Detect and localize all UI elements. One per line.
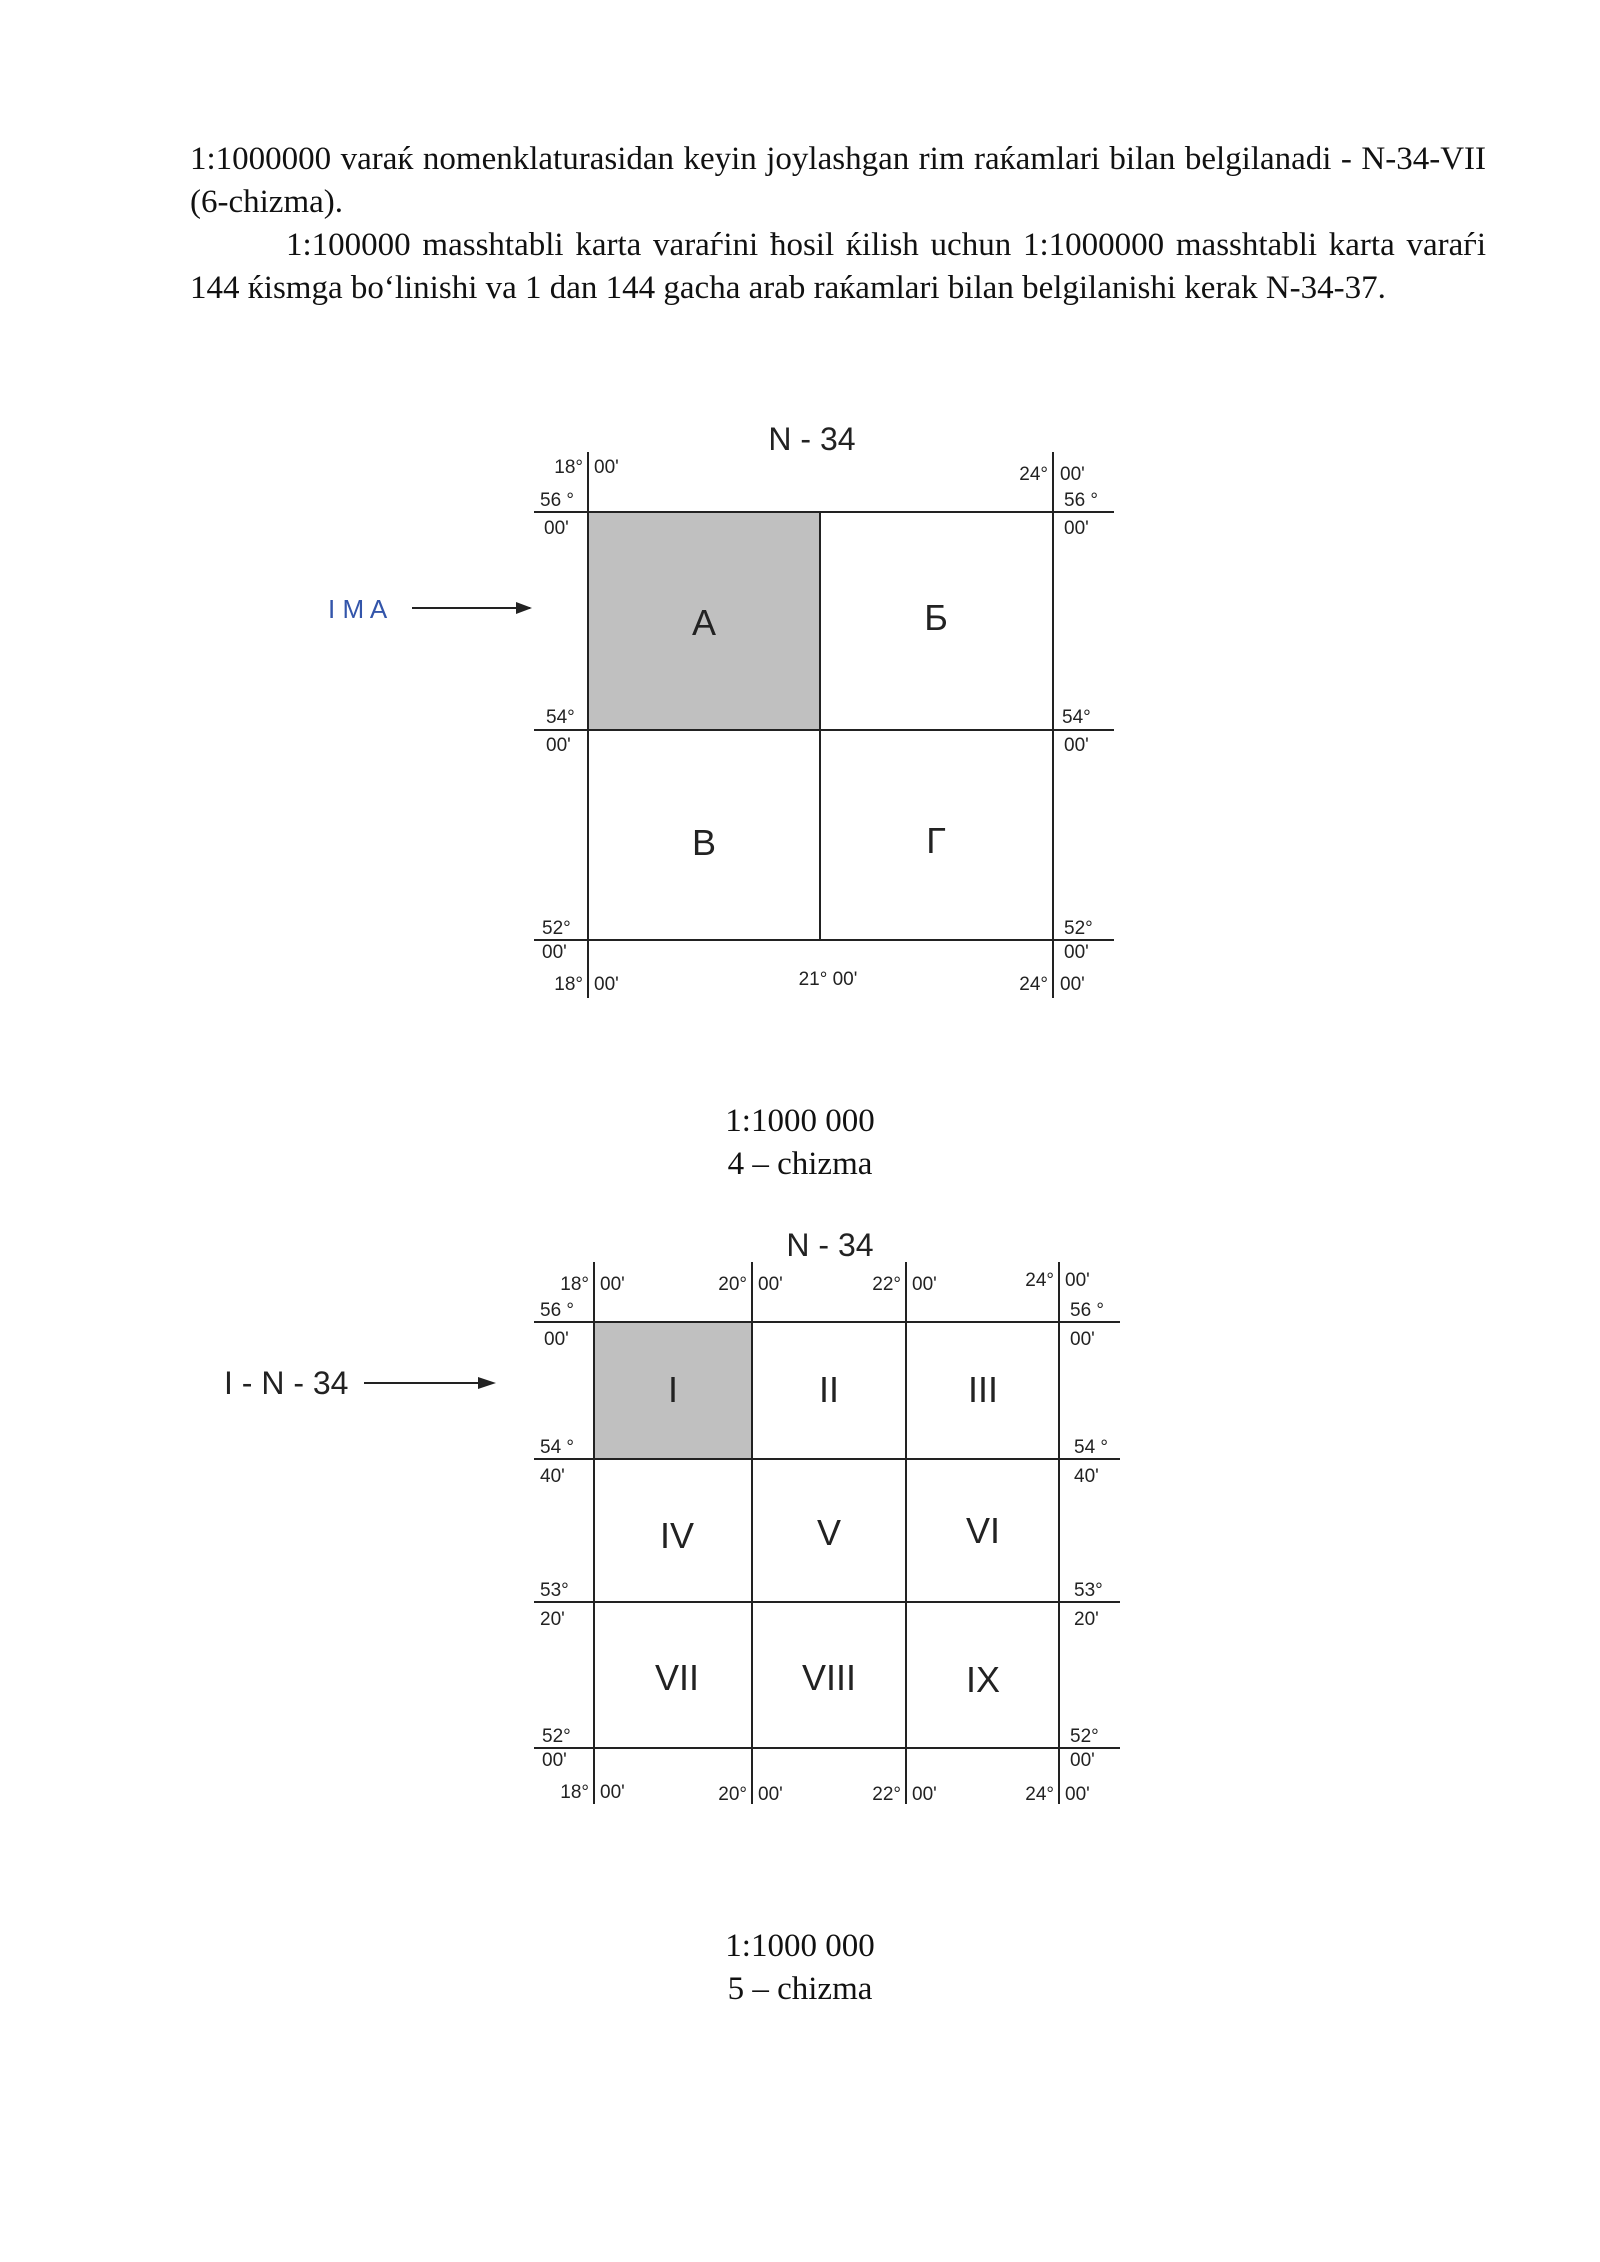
figure-4-arrowhead-icon <box>516 602 532 614</box>
figure-5-lat56-min-left: 00' <box>544 1329 569 1350</box>
figure-5-top-lon-22-deg: 22° <box>872 1274 901 1295</box>
figure-5-bottom-lon-18-min: 00' <box>600 1782 625 1803</box>
figure-5-cell-6: VI <box>965 1510 1001 1551</box>
figure-4-lat54-deg-left: 54° <box>546 707 575 728</box>
figure-5-lat52-deg-right: 52° <box>1070 1726 1099 1747</box>
figure-5-lat54-deg-right: 54 ° <box>1074 1437 1109 1458</box>
figure-4-caption: 4 – chizma <box>727 1146 873 1182</box>
figure-4-pointer-label: I M A <box>328 594 388 624</box>
figure-4-lat54-min-right: 00' <box>1064 735 1089 756</box>
figure-4-bottom-right-lon-deg: 24° <box>1019 974 1048 995</box>
figure-5-cell-3: III <box>967 1369 999 1410</box>
figure-5-lat53-deg-right: 53° <box>1074 1580 1103 1601</box>
figure-5-bottom-lon-24-deg: 24° <box>1025 1784 1054 1805</box>
figure-5-bottom-lon-22-min: 00' <box>912 1784 937 1805</box>
figure-4-lat52-deg-left: 52° <box>542 918 571 939</box>
figure-5-cell-8: VIII <box>801 1657 857 1698</box>
figure-4-lat54-min-left: 00' <box>546 735 571 756</box>
figure-5-lat53-min-right: 20' <box>1074 1609 1099 1630</box>
figure-5-scale: 1:1000 000 <box>725 1928 875 1964</box>
figure-4-lat54-deg-right: 54° <box>1062 707 1091 728</box>
figure-5-title: N - 34 <box>786 1227 874 1263</box>
figure-5-top-lon-18-min: 00' <box>600 1274 625 1295</box>
figure-4-lat52-deg-right: 52° <box>1064 918 1093 939</box>
paragraph-nomenclature: 1:1000000 varaќ nomenklaturasidan keyin joylashgan rim raќamlari bilan belgilanadi - N-34-VII (6-chizma). <box>190 141 1486 220</box>
figure-5-bottom-lon-20-min: 00' <box>758 1784 783 1805</box>
figure-5-bottom-lon-20-deg: 20° <box>718 1784 747 1805</box>
figure-4-top-right-lon-deg: 24° <box>1019 464 1048 485</box>
figure-4-scale: 1:1000 000 <box>725 1103 875 1139</box>
figure-5-top-lon-22-min: 00' <box>912 1274 937 1295</box>
figure-5-cell-7: VII <box>654 1657 700 1698</box>
figure-4-bottom-right-lon-min: 00' <box>1060 974 1085 995</box>
figure-5-bottom-lon-18-deg: 18° <box>560 1782 589 1803</box>
figure-5-lat52-min-left: 00' <box>542 1750 567 1771</box>
figure-5-top-lon-20-deg: 20° <box>718 1274 747 1295</box>
figure-5-lat52-deg-left: 52° <box>542 1726 571 1747</box>
figure-4-cell-v: В <box>691 822 717 863</box>
figure-4-title: N - 34 <box>768 421 856 457</box>
figure-5-top-lon-20-min: 00' <box>758 1274 783 1295</box>
figure-5-lat54-min-left: 40' <box>540 1466 565 1487</box>
figure-5-lat52-min-right: 00' <box>1070 1750 1095 1771</box>
figure-5-cell-9: IX <box>965 1659 1001 1700</box>
figure-4-bottom-left-lon-min: 00' <box>594 974 619 995</box>
figure-4-cell-a: А <box>691 602 717 643</box>
figure-4-lat56-min-right: 00' <box>1064 518 1089 539</box>
figure-5-lat53-deg-left: 53° <box>540 1580 569 1601</box>
figure-4-lat52-min-right: 00' <box>1064 942 1089 963</box>
figure-5-cell-2: II <box>818 1369 840 1410</box>
figure-5-arrowhead-icon <box>478 1377 496 1389</box>
figure-4-bottom-mid-lon: 21° 00' <box>798 969 858 990</box>
paragraph-scale-100000: 1:100000 masshtabli karta varaѓini ћosil ќilish uchun 1:1000000 masshtabli karta varaѓi 144 ќismga bo‘linishi va 1 dan 144 gacha arab raќamlari bilan belgilanishi kerak N-34-37. <box>190 227 1486 306</box>
figure-5-bottom-lon-24-min: 00' <box>1065 1784 1090 1805</box>
figure-5-lat54-min-right: 40' <box>1074 1466 1099 1487</box>
figure-4-top-left-lon-deg: 18° <box>554 457 583 478</box>
figure-5-lat54-deg-left: 54 ° <box>540 1437 575 1458</box>
figure-4-cell-b: Б <box>924 597 948 638</box>
figure-5-cell-4: IV <box>659 1515 695 1556</box>
figure-5-top-lon-24-min: 00' <box>1065 1270 1090 1291</box>
figure-4-lat56-deg-right: 56 ° <box>1064 490 1099 511</box>
figure-4-top-left-lon-min: 00' <box>594 457 619 478</box>
figure-5-pointer-label: I - N - 34 <box>224 1365 349 1401</box>
figure-4 <box>328 421 1114 998</box>
figure-4-lat52-min-left: 00' <box>542 942 567 963</box>
figure-4-bottom-left-lon-deg: 18° <box>554 974 583 995</box>
figure-5-caption: 5 – chizma <box>727 1971 873 2007</box>
figure-5-lat56-deg-left: 56 ° <box>540 1300 575 1321</box>
figure-5-bottom-lon-22-deg: 22° <box>872 1784 901 1805</box>
figure-4-top-right-lon-min: 00' <box>1060 464 1085 485</box>
figure-5 <box>224 1227 1120 1805</box>
figure-5-cell-1: I <box>667 1369 679 1410</box>
figure-5-lat56-deg-right: 56 ° <box>1070 1300 1105 1321</box>
figure-5-lat53-min-left: 20' <box>540 1609 565 1630</box>
figure-4-cell-g: Г <box>926 820 946 861</box>
figure-5-lat56-min-right: 00' <box>1070 1329 1095 1350</box>
figure-5-top-lon-24-deg: 24° <box>1025 1270 1054 1291</box>
figure-5-cell-5: V <box>816 1512 842 1553</box>
figure-4-lat56-deg-left: 56 ° <box>540 490 575 511</box>
figure-5-top-lon-18-deg: 18° <box>560 1274 589 1295</box>
figure-4-lat56-min-left: 00' <box>544 518 569 539</box>
